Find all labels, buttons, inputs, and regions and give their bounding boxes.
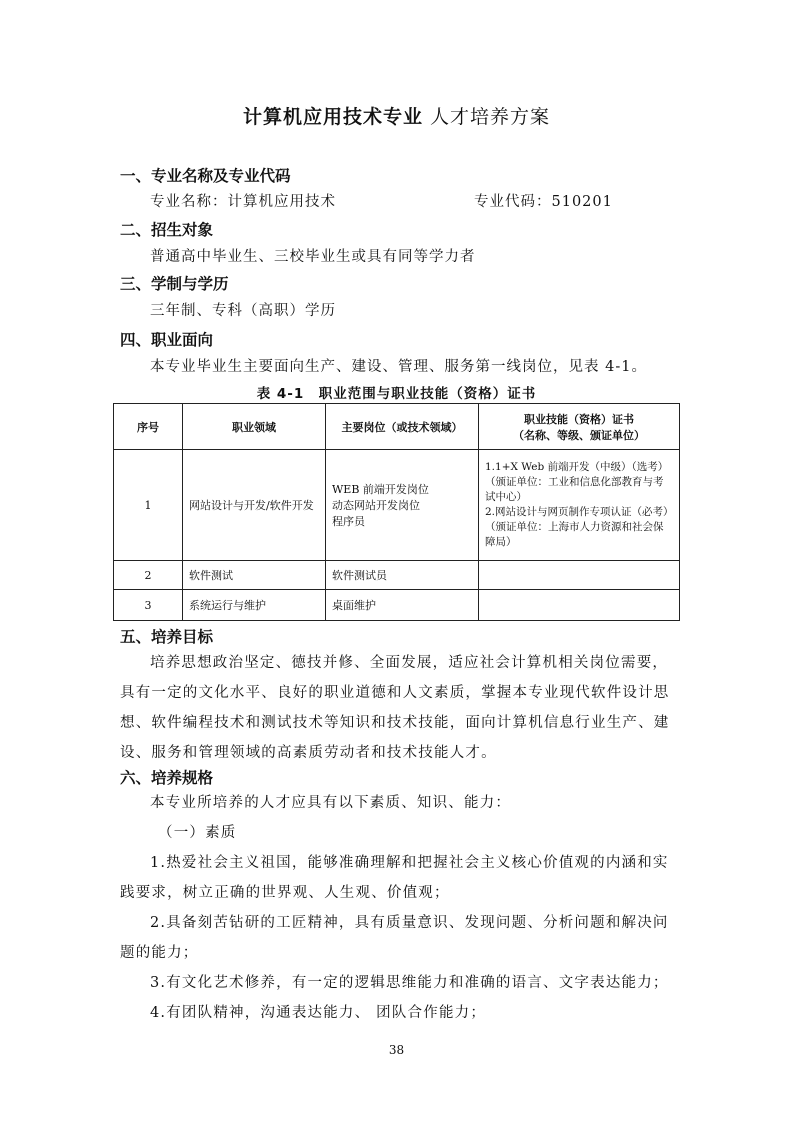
enrollment-target: 普通高中毕业生、三校毕业生或具有同等学力者 (150, 249, 476, 265)
quality-item: 3.有文化艺术修养，有一定的逻辑思维能力和准确的语言、文字表达能力； (150, 975, 669, 991)
cert-item: （颁证单位：工业和信息化部教育与考试中心） (485, 476, 664, 503)
row-no: 1 (114, 450, 183, 561)
header-post: 主要岗位（或技术领域） (326, 404, 479, 450)
quality-item: 践要求，树立正确的世界观、人生观、价值观； (120, 885, 450, 901)
header-no: 序号 (114, 404, 183, 450)
row-no: 3 (114, 590, 183, 621)
duration-degree: 三年制、专科（高职）学历 (150, 303, 336, 319)
quality-item: 题的能力； (120, 945, 199, 961)
table-caption: 表 4-1 职业范围与职业技能（资格）证书 (256, 386, 537, 402)
post-item: 程序员 (332, 515, 365, 528)
title-main: 计算机应用技术专业 (242, 106, 423, 128)
spec-subheading: （一）素质 (158, 825, 237, 841)
section-heading-4: 四、职业面向 (120, 331, 214, 349)
cert-item: （颁证单位：上海市人力资源和社会保障局） (485, 521, 664, 548)
career-orientation: 本专业毕业生主要面向生产、建设、管理、服务第一线岗位，见表 4-1。 (150, 359, 647, 375)
row-field: 网站设计与开发/软件开发 (183, 450, 326, 561)
table-row (114, 561, 680, 590)
major-name: 专业名称：计算机应用技术 (150, 194, 336, 210)
page-number: 38 (388, 1043, 405, 1057)
header-cert (479, 404, 680, 450)
header-field: 职业领域 (183, 404, 326, 450)
section-heading-2: 二、招生对象 (120, 221, 214, 239)
table-header-row (114, 404, 680, 450)
title-sub: 人才培养方案 (430, 106, 551, 128)
cert-item: 1.1+X Web 前端开发（中级）（选考） (485, 461, 669, 473)
spec-intro: 本专业所培养的人才应具有以下素质、知识、能力： (150, 795, 512, 811)
goal-line: 具有一定的文化水平、良好的职业道德和人文素质，掌握本专业现代软件设计思 (120, 685, 670, 701)
goal-line: 培养思想政治坚定、德技并修、全面发展，适应社会计算机相关岗位需要， (150, 655, 669, 671)
row-no: 2 (114, 561, 183, 590)
row-cert-empty (479, 590, 680, 621)
goal-line: 想、软件编程技术和测试技术等知识和技术技能，面向计算机信息行业生产、建 (120, 715, 670, 731)
major-code: 专业代码：510201 (474, 194, 613, 210)
page-title (0, 102, 793, 129)
section-heading-3: 三、学制与学历 (120, 275, 229, 293)
row-post: 桌面维护 (326, 590, 479, 621)
quality-item: 2.具备刻苦钻研的工匠精神，具有质量意识、发现问题、分析问题和解决问 (150, 915, 669, 931)
table-row (114, 590, 680, 621)
header-cert-line2: （名称、等级、颁证单位） (513, 428, 645, 442)
post-item: WEB 前端开发岗位 (332, 483, 429, 496)
goal-line: 设、服务和管理领域的高素质劳动者和技术技能人才。 (120, 745, 497, 761)
row-post: 软件测试员 (326, 561, 479, 590)
header-cert-line1: 职业技能（资格）证书 (524, 412, 634, 426)
row-certs (479, 450, 680, 561)
quality-item: 4.有团队精神，沟通表达能力、 团队合作能力； (150, 1005, 487, 1021)
row-field: 系统运行与维护 (183, 590, 326, 621)
row-cert-empty (479, 561, 680, 590)
section-heading-6: 六、培养规格 (120, 769, 214, 787)
quality-item: 1.热爱社会主义祖国，能够准确理解和把握社会主义核心价值观的内涵和实 (150, 855, 669, 871)
row-posts (326, 450, 479, 561)
row-field: 软件测试 (183, 561, 326, 590)
post-item: 动态网站开发岗位 (332, 499, 420, 512)
career-table (113, 403, 680, 621)
cert-item: 2.网站设计与网页制作专项认证（必考） (485, 506, 674, 518)
section-heading-5: 五、培养目标 (120, 628, 214, 646)
section-heading-1: 一、专业名称及专业代码 (120, 167, 291, 185)
table-row (114, 450, 680, 561)
